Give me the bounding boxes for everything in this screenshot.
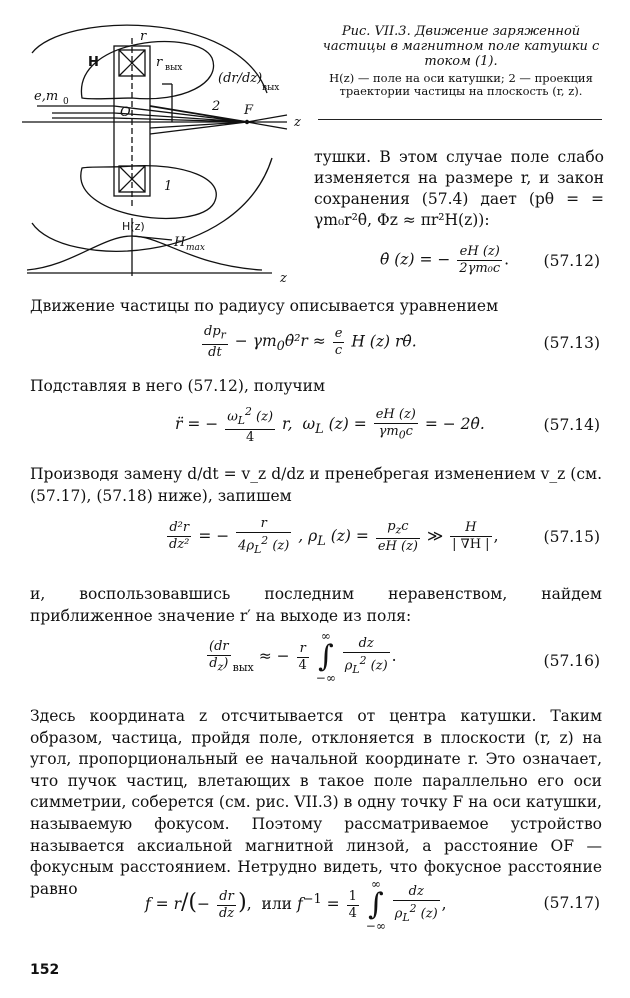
caption-note: H(z) — поле на оси катушки; 2 — проекция траектории частицы на плоскость (r, z). bbox=[329, 71, 593, 98]
paragraph-2: Подставляя в него (57.12), получим bbox=[30, 377, 326, 395]
field-line-top bbox=[81, 42, 213, 99]
svg-text:вых: вых bbox=[262, 83, 280, 93]
equation-57-17: f = r/(− $\frac{dr}{dz}$ ), или $f^{-1}$ = $\frac{1}{4}$ ∞ ∫ −∞ $\frac{dz}{\rho_L^2 (z)}$ , bbox=[145, 877, 447, 933]
field-curve bbox=[27, 236, 262, 270]
svg-text:z: z bbox=[280, 271, 287, 286]
svg-text:H(z): H(z) bbox=[122, 220, 145, 233]
field-line-outer-bottom bbox=[32, 158, 272, 251]
svg-text:вых: вых bbox=[165, 63, 183, 73]
page-number: 152 bbox=[30, 962, 60, 978]
eq-number-57-14: (57.14) bbox=[543, 416, 600, 434]
paragraph-4: и, воспользовавшись последним неравенством, найдем приближенное значение r′ на выходе из поля: bbox=[30, 585, 602, 625]
paragraph-1: Движение частицы по радиусу описывается уравнением bbox=[30, 297, 499, 315]
svg-text:O: O bbox=[120, 105, 131, 120]
eq-number-57-16: (57.16) bbox=[543, 652, 600, 670]
svg-text:1: 1 bbox=[164, 179, 173, 194]
svg-text:r: r bbox=[140, 29, 147, 44]
caption-title: Рис. VII.3. Движение заряженной частицы в магнитном поле катушки с током (1). bbox=[322, 24, 600, 69]
figure-caption bbox=[316, 24, 606, 98]
svg-text:H: H bbox=[174, 235, 186, 250]
svg-text:max: max bbox=[186, 243, 205, 253]
equation-57-16: $\frac{(dr}{d_z)}$ $_{вых}$ ≈ − $\frac{r}{4}$ ∞ ∫ −∞ $\frac{dz}{\rho_L^2 (z)}$ . bbox=[209, 629, 397, 685]
svg-text:0: 0 bbox=[63, 97, 69, 107]
equation-57-15: $\frac{\text{d²r}}{\text{dz²}}$ = − $\frac{r}{4\rho_L^2 (z)}$ , $\rho_L$ (z) = $\frac{p_zc}{eH (z)}$ ≫ $\frac{H}{| \nabla H |}$ , bbox=[169, 516, 499, 556]
svg-text:F: F bbox=[244, 103, 254, 118]
column-text: тушки. В этом случае поле слабо изменяется на размере r, и закон сохранения (57.4) дает (pθ = = γm₀r²θ̇, Φz ≈ πr²H(z)): bbox=[314, 148, 604, 229]
eq-number-57-12: (57.12) bbox=[543, 252, 600, 270]
caption-rule bbox=[318, 119, 602, 120]
paragraph-3: Производя замену d/dt = v_z d/dz и пренебрегая изменением v_z (см. (57.17), (57.18) ниже), запишем bbox=[30, 465, 602, 505]
svg-text:(dr/dz): (dr/dz) bbox=[218, 71, 263, 86]
eq-number-57-17: (57.17) bbox=[543, 894, 600, 912]
svg-text:2: 2 bbox=[212, 99, 221, 114]
eq-number-57-13: (57.13) bbox=[543, 334, 600, 352]
eq-number-57-15: (57.15) bbox=[543, 528, 600, 546]
svg-text:H: H bbox=[88, 55, 99, 70]
field-line-bottom bbox=[81, 166, 216, 219]
coil-figure bbox=[22, 18, 312, 293]
equation-57-14: r̈ = − $\frac{\omega_L^2 (z)}{4}$ r, $\omega_L$ (z) = $\frac{eH (z)}{\gamma m_0c}$ = − 2θ̇. bbox=[175, 405, 485, 445]
svg-text:z: z bbox=[294, 115, 301, 130]
svg-text:e,m: e,m bbox=[34, 89, 59, 104]
equation-57-13: $\frac{dp_r}{dt}$ − $\gamma m_0\thetȧ^2r$ ≈ $\frac{e}{c}$ H (z) rθ̇. bbox=[204, 324, 417, 360]
svg-text:r: r bbox=[156, 55, 163, 70]
paragraph-5: Здесь координата z отсчитывается от центра катушки. Таким образом, частица, пройдя поле, отклоняется в плоскости (r, z) на угол, пропорциональный ее начальной координате r. Это означает, что пучок частиц, влетающих в такое поле параллельно его оси симметрии, соберется (см. рис. VII.3) в одну точку F на оси катушки, называемую фокусом. Поэтому рассматриваемое устройство называется аксиальной магнитной линзой, а расстояние OF — фокусным расстоянием. Нетрудно видеть, что фокусное расстояние равно bbox=[30, 707, 602, 898]
equation-57-12: θ̇ (z) = − $\frac{eH (z)}{\text{2γm₀c}}$ . bbox=[380, 244, 510, 276]
